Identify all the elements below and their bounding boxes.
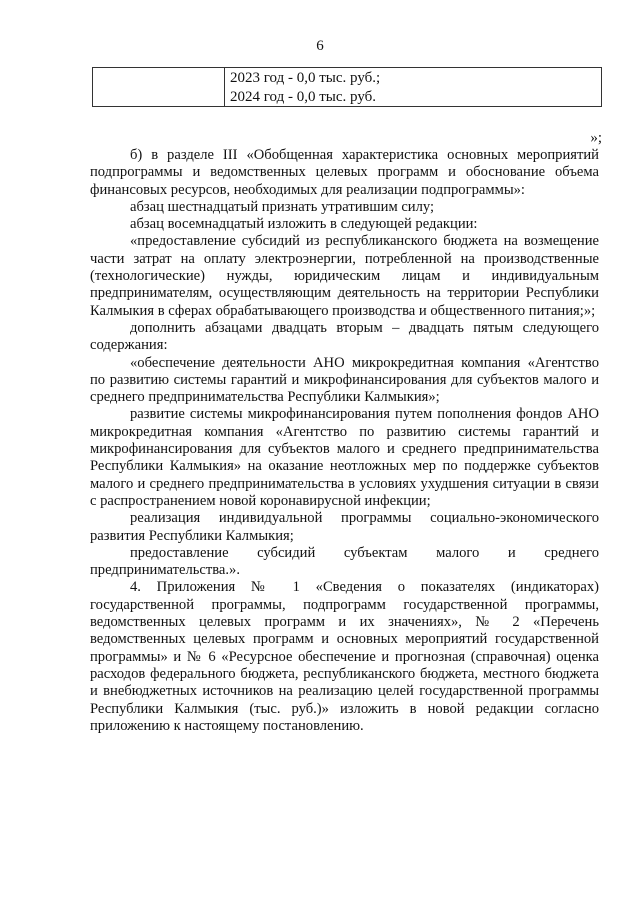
funding-table-fragment — [92, 67, 602, 107]
document-body — [90, 147, 599, 735]
paragraph-individual-program: реализация индивидуальной программы социально-экономического развития Республики Калмыкия; — [90, 510, 599, 544]
paragraph-ano-support: «обеспечение деятельности АНО микрокредитная компания «Агентство по развитию системы гарантий и микрофинансирования для субъектов малого и среднего предпринимательства Республики Калмыкия»; — [90, 354, 599, 406]
closing-quote: »; — [590, 130, 602, 146]
paragraph-microfinance: развитие системы микрофинансирования путем пополнения фондов АНО микрокредитная компания «Агентство по развитию системы гарантий и микрофинансирования для субъектов малого и среднего предпринимательства Республики Калмыкия» на оказание неотложных мер по поддержке субъектов малого и среднего предпринимательства в условиях ухудшения ситуации в связи с распространением новой коронавирусной инфекции; — [90, 406, 599, 509]
paragraph-appendices: 4. Приложения № 1 «Сведения о показателях (индикаторах) государственной программы, подпрограмм государственной программы, ведомственных целевых программ и их значениях», № 2 «Перечень ведомственных целевых программ и основных мероприятий государственной программы» и № 6 «Ресурсное обеспечение и прогнозная (справочная) оценка расходов федерального бюджета, республиканского бюджета, местного бюджета и внебюджетных источников на реализацию целей государственной программы Республики Калмыкия (тыс. руб.)» изложить в новой редакции согласно приложению к настоящему постановлению. — [90, 579, 599, 734]
paragraph-add-22-25: дополнить абзацами двадцать вторым – двадцать пятым следующего содержания: — [90, 319, 599, 354]
paragraph-subsidies-electricity: «предоставление субсидий из республиканского бюджета на возмещение части затрат на оплату электроэнергии, потребленной на производственные (технологические) нужды, юридическим лицам и индивидуальным предпринимателям, осуществляющим деятельность на территории Республики Калмыкия в сферах обрабатывающего производства и общественного питания;»; — [90, 233, 599, 319]
paragraph-repeal-16: абзац шестнадцатый признать утратившим силу; — [130, 198, 435, 215]
funding-line-2024: 2024 год - 0,0 тыс. руб. — [230, 88, 377, 105]
funding-line-2023: 2023 год - 0,0 тыс. руб.; — [230, 70, 381, 86]
table-cell-funding — [230, 69, 380, 106]
page-number: 6 — [316, 38, 324, 54]
paragraph-section-3-heading: б) в разделе III «Обобщенная характеристика основных мероприятий подпрограммы и ведомственных целевых программ и обоснование объема финансовых ресурсов, необходимых для реализации подпрограммы»: — [90, 147, 599, 198]
table-column-divider — [224, 68, 225, 106]
paragraph-amend-18: абзац восемнадцатый изложить в следующей редакции: — [130, 216, 478, 233]
paragraph-sme-subsidies: предоставление субсидий субъектам малого и среднего предпринимательства.». — [90, 544, 599, 579]
